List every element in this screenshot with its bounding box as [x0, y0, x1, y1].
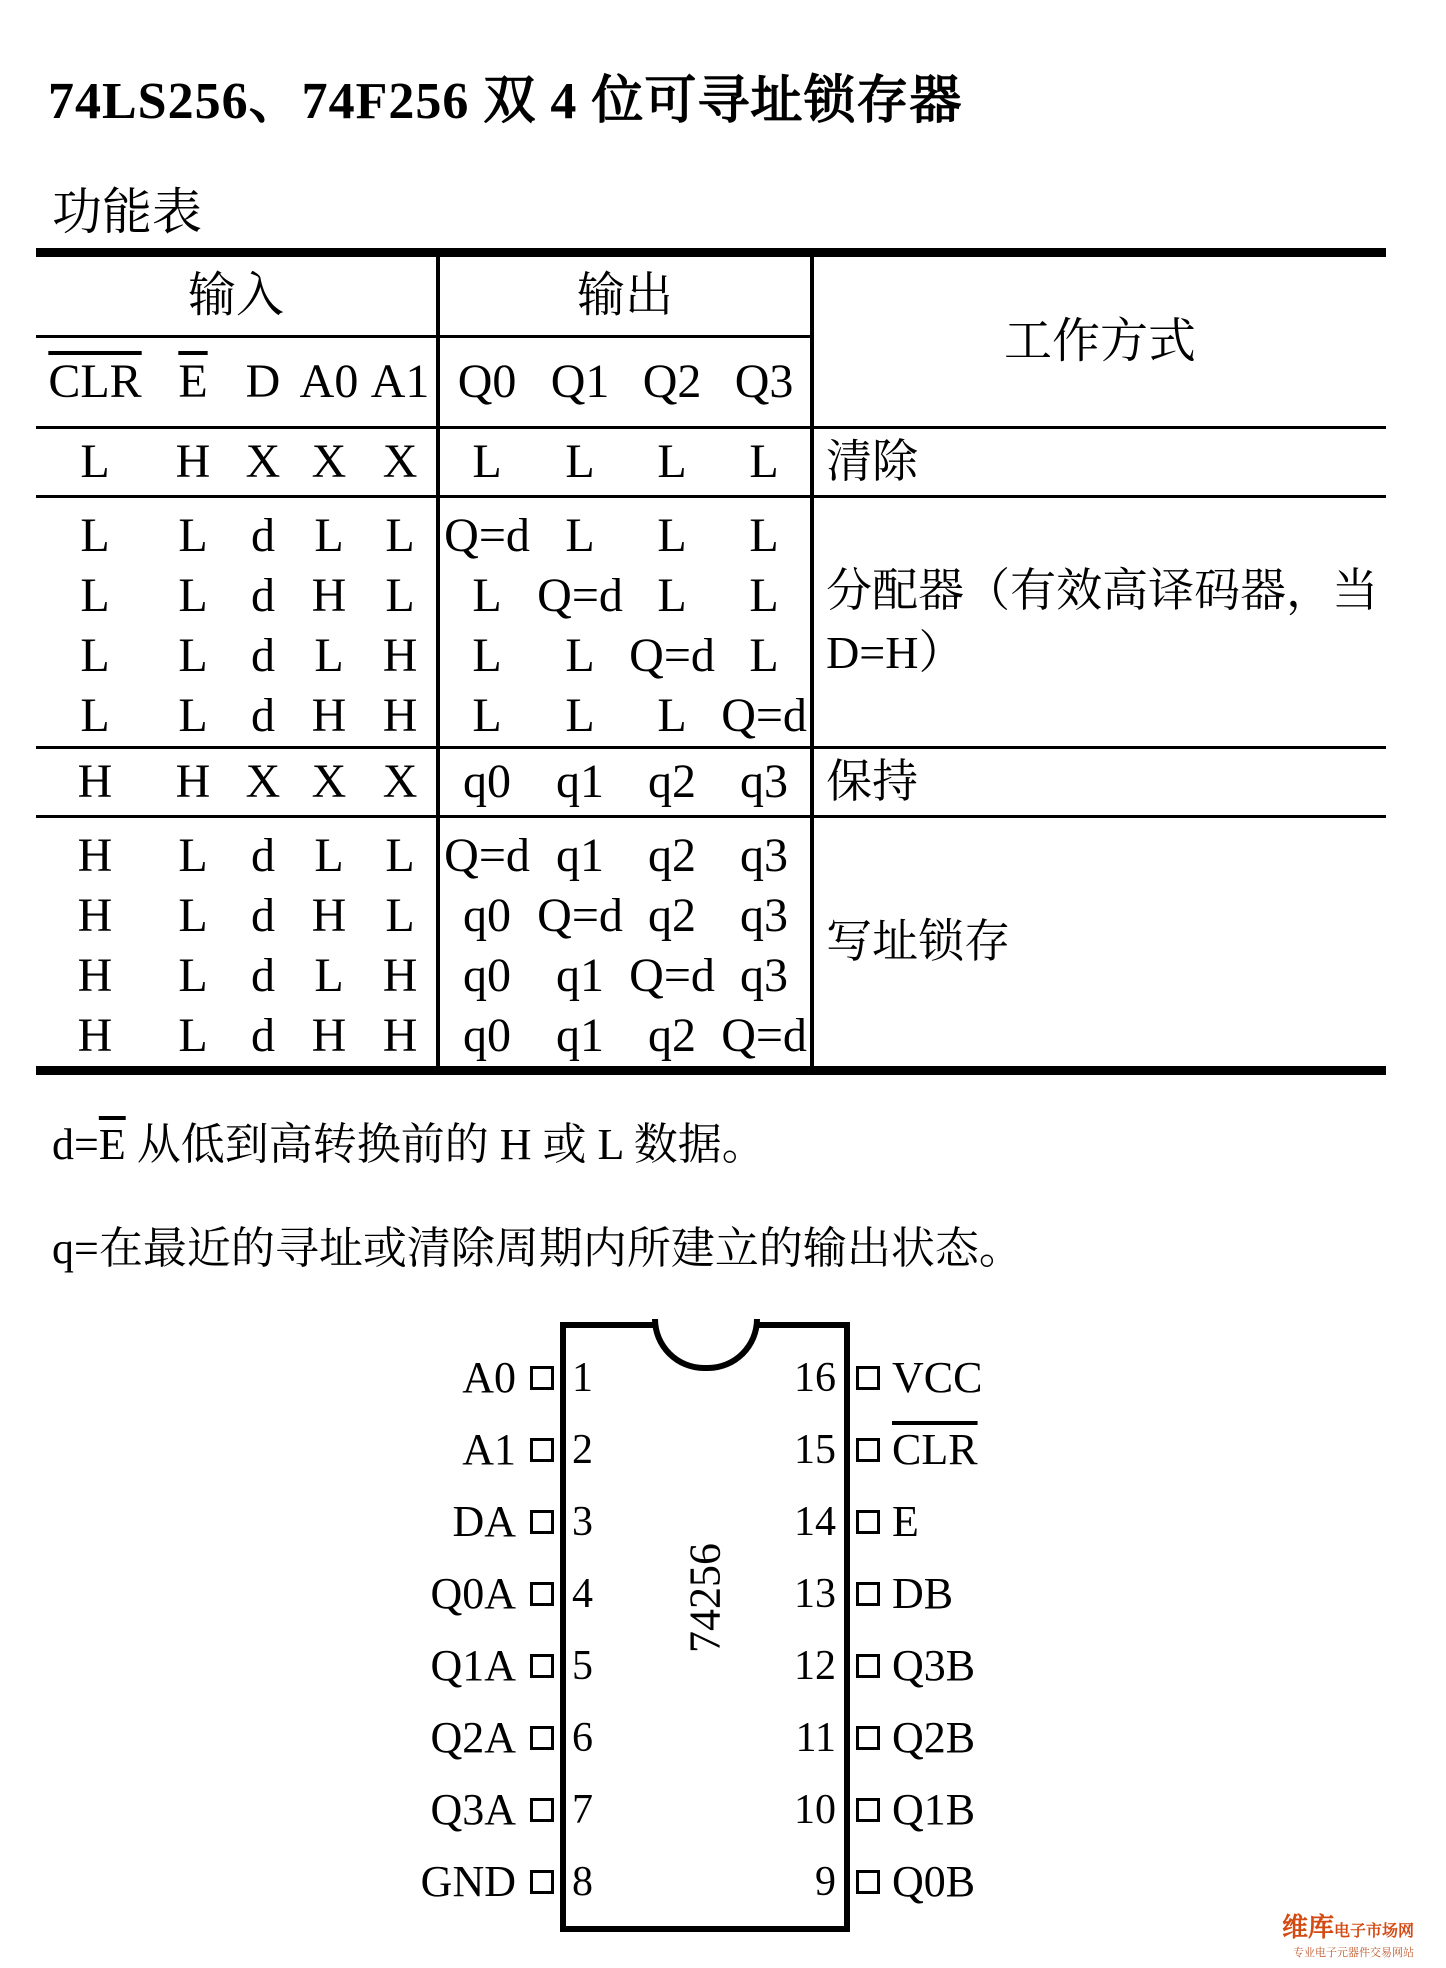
table-cell: X	[294, 428, 364, 497]
table-cell: L	[626, 497, 718, 567]
table-cell: L	[534, 497, 626, 567]
table-cell: L	[36, 497, 154, 567]
column-header-q3: Q3	[718, 337, 812, 428]
table-cell: L	[178, 949, 208, 1002]
table-cell: H	[154, 428, 232, 497]
page-title: 74LS256、74F256 双 4 位可寻址锁存器	[48, 73, 963, 130]
table-cell: H	[382, 949, 418, 1002]
pin-number: 8	[572, 1859, 593, 1905]
pin-box	[856, 1366, 880, 1390]
table-cell: H	[77, 1009, 113, 1062]
pin-number: 10	[794, 1787, 836, 1833]
column-header-q1: Q1	[534, 337, 626, 428]
table-row	[36, 748, 1386, 817]
pin-name: Q1A	[430, 1641, 516, 1690]
table-cell: L	[364, 817, 438, 887]
table-cell: L	[294, 817, 364, 887]
pin-box	[530, 1582, 554, 1606]
pin-number: 12	[794, 1643, 836, 1689]
table-cell: q1	[556, 1009, 605, 1062]
column-header-q0: Q0	[438, 337, 534, 428]
table-cell: L	[154, 497, 232, 567]
pin-box	[856, 1798, 880, 1822]
pin-number: 16	[794, 1355, 836, 1401]
pin-name: VCC	[892, 1353, 983, 1402]
pin-box	[856, 1438, 880, 1462]
table-cell: L	[657, 569, 687, 622]
mode-cell: 分配器（有效高译码器，当 D=H）	[812, 497, 1386, 748]
pin-box	[856, 1510, 880, 1534]
table-cell: Q=d	[537, 569, 623, 622]
table-cell: Q=d	[629, 629, 715, 682]
pin-number: 13	[794, 1571, 836, 1617]
pin-number: 15	[794, 1427, 836, 1473]
table-cell: X	[364, 428, 438, 497]
table-cell: L	[438, 686, 534, 748]
note-q: q=在最近的寻址或清除周期内所建立的输出状态。	[52, 1224, 1023, 1273]
table-cell: q1	[556, 949, 605, 1002]
column-header-clr: $\overline{CLR}$	[36, 337, 154, 428]
table-cell: q0	[438, 1006, 534, 1071]
pin-box	[856, 1870, 880, 1894]
table-cell: L	[718, 428, 812, 497]
table-cell: L	[626, 428, 718, 497]
pin-name: DA	[452, 1497, 516, 1546]
pin-number: 11	[795, 1715, 836, 1761]
mode-header: 工作方式	[812, 253, 1386, 428]
pin-name: Q3B	[892, 1641, 976, 1690]
table-cell: d	[251, 569, 275, 622]
pin-name: A0	[462, 1353, 516, 1402]
table-cell: Q=d	[438, 497, 534, 567]
mode-cell: 写址锁存	[812, 817, 1386, 1071]
table-cell: L	[178, 689, 208, 742]
pin-box	[856, 1582, 880, 1606]
table-cell: H	[382, 1009, 418, 1062]
pin-number: 6	[572, 1715, 593, 1761]
pin-box	[530, 1726, 554, 1750]
table-cell: q0	[438, 886, 534, 946]
table-cell: L	[749, 629, 779, 682]
table-cell: Q=d	[537, 889, 623, 942]
table-cell: X	[232, 748, 294, 817]
table-cell: q2	[626, 817, 718, 887]
pin-number: 9	[815, 1859, 836, 1905]
table-cell: L	[178, 629, 208, 682]
pin-box	[856, 1726, 880, 1750]
pin-name: Q0A	[430, 1569, 516, 1618]
table-cell: q3	[740, 949, 789, 1002]
column-header-a0: A0	[294, 337, 364, 428]
table-cell: H	[311, 1009, 347, 1062]
table-cell: q0	[438, 748, 534, 817]
watermark-tagline: 专业电子元器件交易网站	[1293, 1947, 1414, 1959]
column-header-a1: A1	[364, 337, 438, 428]
pin-box	[530, 1870, 554, 1894]
note-d-prefix: d=	[52, 1120, 99, 1169]
inputs-header: 输入	[188, 269, 285, 322]
table-cell: L	[36, 428, 154, 497]
table-cell: q2	[648, 889, 697, 942]
table-cell: d	[251, 889, 275, 942]
note-d-text: 从低到高转换前的 H 或 L 数据。	[125, 1120, 766, 1169]
table-cell: H	[382, 689, 418, 742]
table-cell: H	[311, 569, 347, 622]
pin-box	[856, 1654, 880, 1678]
pin-name: $\overline{CLR}$	[892, 1425, 978, 1474]
table-row	[36, 817, 1386, 887]
table-cell: L	[364, 497, 438, 567]
table-row	[36, 497, 1386, 567]
pin-number: 3	[572, 1499, 593, 1545]
pin-box	[530, 1798, 554, 1822]
pin-name: DB	[892, 1569, 954, 1618]
column-header-q2: Q2	[626, 337, 718, 428]
table-cell: Q=d	[629, 949, 715, 1002]
pin-number: 2	[572, 1427, 593, 1473]
table-cell: q3	[740, 889, 789, 942]
table-cell: L	[565, 629, 595, 682]
table-cell: H	[77, 889, 113, 942]
table-cell: q3	[718, 817, 812, 887]
table-cell: H	[77, 949, 113, 1002]
pin-number: 4	[572, 1571, 593, 1617]
table-cell: L	[178, 569, 208, 622]
table-cell: Q=d	[721, 1009, 807, 1062]
function-table	[36, 248, 1386, 1075]
table-cell: L	[438, 626, 534, 686]
table-cell: d	[251, 949, 275, 1002]
table-cell: L	[749, 569, 779, 622]
mode-cell: 保持	[812, 748, 1386, 817]
table-cell: L	[154, 817, 232, 887]
watermark	[1282, 1907, 1414, 1960]
table-cell: L	[565, 689, 595, 742]
table-cell: X	[364, 748, 438, 817]
table-cell: X	[294, 748, 364, 817]
pin-number: 7	[572, 1787, 593, 1833]
table-row	[36, 428, 1386, 497]
table-cell: L	[718, 497, 812, 567]
outputs-header: 输出	[438, 253, 812, 337]
table-cell: X	[232, 428, 294, 497]
pin-box	[530, 1366, 554, 1390]
pin-number: 1	[572, 1355, 593, 1401]
table-cell: L	[385, 569, 415, 622]
table-cell: Q=d	[721, 689, 807, 742]
ic-label: 74256	[680, 1543, 730, 1653]
pin-number: 5	[572, 1643, 593, 1689]
column-header-d: D	[232, 337, 294, 428]
table-cell: q2	[626, 748, 718, 817]
pin-name: GND	[420, 1857, 516, 1906]
table-cell: L	[314, 949, 344, 1002]
table-cell: H	[382, 629, 418, 682]
table-cell: L	[438, 566, 534, 626]
table-cell: L	[438, 428, 534, 497]
table-cell: q2	[648, 1009, 697, 1062]
table-cell: d	[251, 1009, 275, 1062]
pin-name: Q0B	[892, 1857, 976, 1906]
table-cell: d	[251, 689, 275, 742]
column-header-e: $\overline{E}$	[154, 337, 232, 428]
table-cell: q1	[534, 748, 626, 817]
table-cell: L	[80, 689, 110, 742]
pin-name: Q3A	[430, 1785, 516, 1834]
table-cell: H	[36, 817, 154, 887]
pin-box	[530, 1510, 554, 1534]
table-cell: L	[314, 629, 344, 682]
table-cell: H	[154, 748, 232, 817]
table-cell: d	[232, 817, 294, 887]
pin-name: Q2B	[892, 1713, 976, 1762]
pin-name: Q2A	[430, 1713, 516, 1762]
table-cell: q1	[534, 817, 626, 887]
table-cell: d	[232, 497, 294, 567]
table-cell: L	[657, 689, 687, 742]
table-cell: q3	[718, 748, 812, 817]
watermark-brand: 维库	[1281, 1912, 1334, 1942]
pin-number: 14	[794, 1499, 836, 1545]
table-cell: H	[311, 889, 347, 942]
mode-cell: 清除	[812, 428, 1386, 497]
table-cell: L	[178, 1009, 208, 1062]
table-cell: q0	[438, 946, 534, 1006]
note-d-symbol: $\overline{E}$	[98, 1120, 126, 1169]
table-cell: L	[385, 889, 415, 942]
table-cell: L	[294, 497, 364, 567]
table-cell: L	[80, 569, 110, 622]
pin-name: E	[892, 1497, 919, 1546]
table-cell: Q=d	[438, 817, 534, 887]
pin-box	[530, 1438, 554, 1462]
section-title: 功能表	[52, 184, 202, 240]
table-cell: H	[311, 689, 347, 742]
pin-name: A1	[462, 1425, 516, 1474]
watermark-site: 电子市场网	[1333, 1923, 1414, 1940]
note-d	[52, 1108, 766, 1172]
pin-box	[530, 1654, 554, 1678]
table-cell: L	[178, 889, 208, 942]
table-cell: L	[80, 629, 110, 682]
table-cell: d	[251, 629, 275, 682]
table-cell: L	[534, 428, 626, 497]
pin-name: Q1B	[892, 1785, 976, 1834]
table-cell: H	[36, 748, 154, 817]
